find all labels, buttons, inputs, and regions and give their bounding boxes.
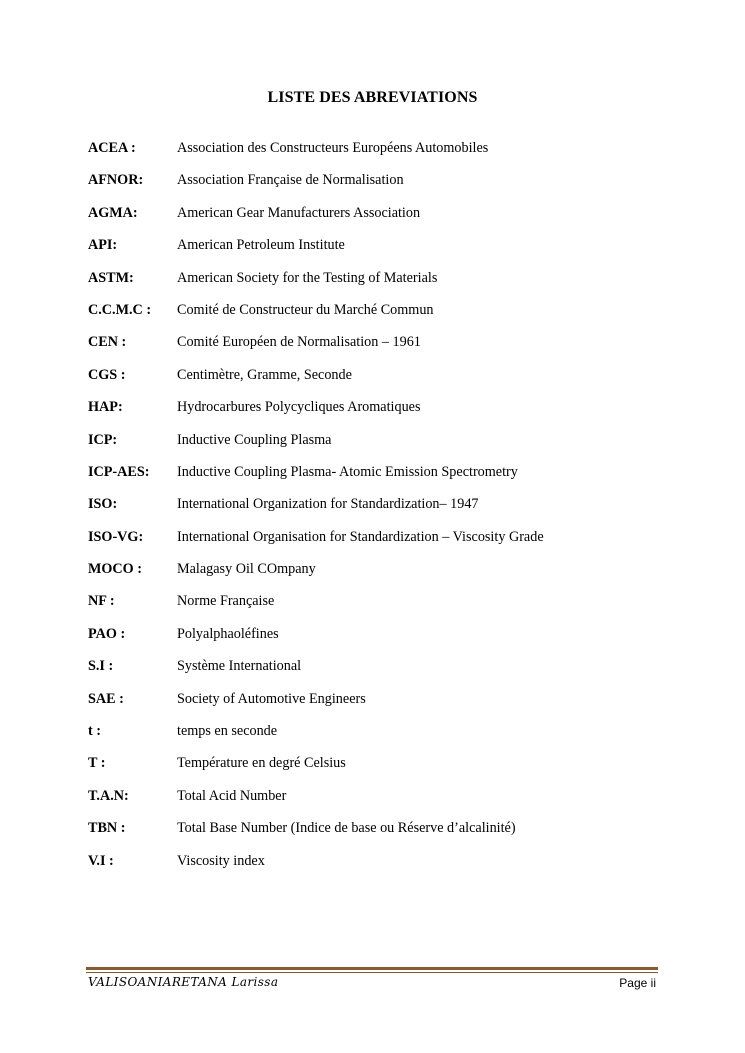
abbreviation-row bbox=[88, 302, 668, 334]
abbreviation-row bbox=[88, 755, 668, 787]
abbreviation-definition: Comité Européen de Normalisation – 1961 bbox=[177, 334, 421, 351]
abbreviation-definition: American Gear Manufacturers Association bbox=[177, 204, 421, 221]
abbreviation-definition: American Petroleum Institute bbox=[177, 237, 345, 254]
abbreviation-term: CGS : bbox=[88, 366, 126, 383]
abbreviation-term: T.A.N: bbox=[88, 787, 129, 804]
abbreviation-definition: Comité de Constructeur du Marché Commun bbox=[177, 301, 434, 318]
abbreviation-term: SAE : bbox=[88, 690, 124, 707]
abbreviation-row bbox=[88, 172, 668, 204]
abbreviation-definition: Température en degré Celsius bbox=[177, 755, 346, 772]
abbreviation-term: AGMA: bbox=[88, 204, 138, 221]
abbreviation-term: CEN : bbox=[88, 334, 127, 351]
abbreviation-row bbox=[88, 140, 668, 172]
abbreviation-row bbox=[88, 593, 668, 625]
abbreviation-row bbox=[88, 723, 668, 755]
abbreviation-row bbox=[88, 691, 668, 723]
abbreviation-row bbox=[88, 496, 668, 528]
abbreviation-definition: Système International bbox=[177, 658, 302, 675]
abbreviation-term: ICP-AES: bbox=[88, 463, 150, 480]
abbreviation-term: C.C.M.C : bbox=[88, 301, 152, 318]
abbreviation-definition: Association Française de Normalisation bbox=[177, 172, 404, 189]
abbreviation-term: ICP: bbox=[88, 431, 118, 448]
abbreviation-definition: Viscosity index bbox=[177, 852, 265, 869]
abbreviation-term: ISO: bbox=[88, 496, 118, 513]
abbreviation-term: t : bbox=[88, 723, 101, 740]
page-title: LISTE DES ABREVIATIONS bbox=[267, 89, 478, 106]
abbreviation-term: API: bbox=[88, 237, 118, 254]
abbreviation-term: MOCO : bbox=[88, 561, 142, 578]
abbreviation-definition: International Organization for Standardization– 1947 bbox=[177, 496, 479, 513]
abbreviation-list bbox=[88, 140, 668, 885]
abbreviation-definition: Polyalphaoléfines bbox=[177, 625, 279, 642]
abbreviation-definition: Norme Française bbox=[177, 593, 275, 610]
abbreviation-row bbox=[88, 788, 668, 820]
abbreviation-row bbox=[88, 237, 668, 269]
abbreviation-row bbox=[88, 464, 668, 496]
abbreviation-row bbox=[88, 205, 668, 237]
abbreviation-definition: International Organisation for Standardization – Viscosity Grade bbox=[177, 528, 544, 545]
abbreviation-term: PAO : bbox=[88, 625, 126, 642]
abbreviation-term: AFNOR: bbox=[88, 172, 144, 189]
abbreviation-row bbox=[88, 820, 668, 852]
abbreviation-definition: temps en seconde bbox=[177, 723, 278, 740]
abbreviation-row bbox=[88, 432, 668, 464]
abbreviation-definition: Inductive Coupling Plasma- Atomic Emission Spectrometry bbox=[177, 463, 518, 480]
abbreviation-term: ASTM: bbox=[88, 269, 134, 286]
abbreviation-row bbox=[88, 626, 668, 658]
abbreviation-term: TBN : bbox=[88, 820, 126, 837]
abbreviation-term: HAP: bbox=[88, 399, 123, 416]
abbreviation-row bbox=[88, 334, 668, 366]
abbreviation-definition: Society of Automotive Engineers bbox=[177, 690, 366, 707]
abbreviation-definition: Centimètre, Gramme, Seconde bbox=[177, 366, 352, 383]
abbreviation-definition: American Society for the Testing of Materials bbox=[177, 269, 438, 286]
abbreviation-row bbox=[88, 529, 668, 561]
footer-divider bbox=[86, 967, 658, 970]
abbreviation-definition: Total Base Number (Indice de base ou Réserve d’alcalinité) bbox=[177, 820, 516, 837]
abbreviation-term: T : bbox=[88, 755, 106, 772]
footer-author: VALISOANIARETANA Larissa bbox=[88, 975, 279, 989]
abbreviation-row bbox=[88, 270, 668, 302]
abbreviation-row bbox=[88, 658, 668, 690]
abbreviation-row bbox=[88, 853, 668, 885]
abbreviation-row bbox=[88, 399, 668, 431]
abbreviation-term: ACEA : bbox=[88, 140, 136, 156]
abbreviation-definition: Association des Constructeurs Européens Automobiles bbox=[177, 140, 489, 156]
page-number: Page ii bbox=[619, 976, 656, 990]
abbreviation-definition: Inductive Coupling Plasma bbox=[177, 431, 332, 448]
abbreviation-definition: Hydrocarbures Polycycliques Aromatiques bbox=[177, 399, 421, 416]
abbreviation-term: S.I : bbox=[88, 658, 114, 675]
abbreviation-definition: Malagasy Oil COmpany bbox=[177, 561, 316, 578]
abbreviation-row bbox=[88, 561, 668, 593]
abbreviation-row bbox=[88, 367, 668, 399]
footer-divider-thin bbox=[86, 972, 658, 973]
abbreviation-term: V.I : bbox=[88, 852, 114, 869]
abbreviation-definition: Total Acid Number bbox=[177, 787, 287, 804]
abbreviation-term: ISO-VG: bbox=[88, 528, 144, 545]
abbreviation-term: NF : bbox=[88, 593, 115, 610]
